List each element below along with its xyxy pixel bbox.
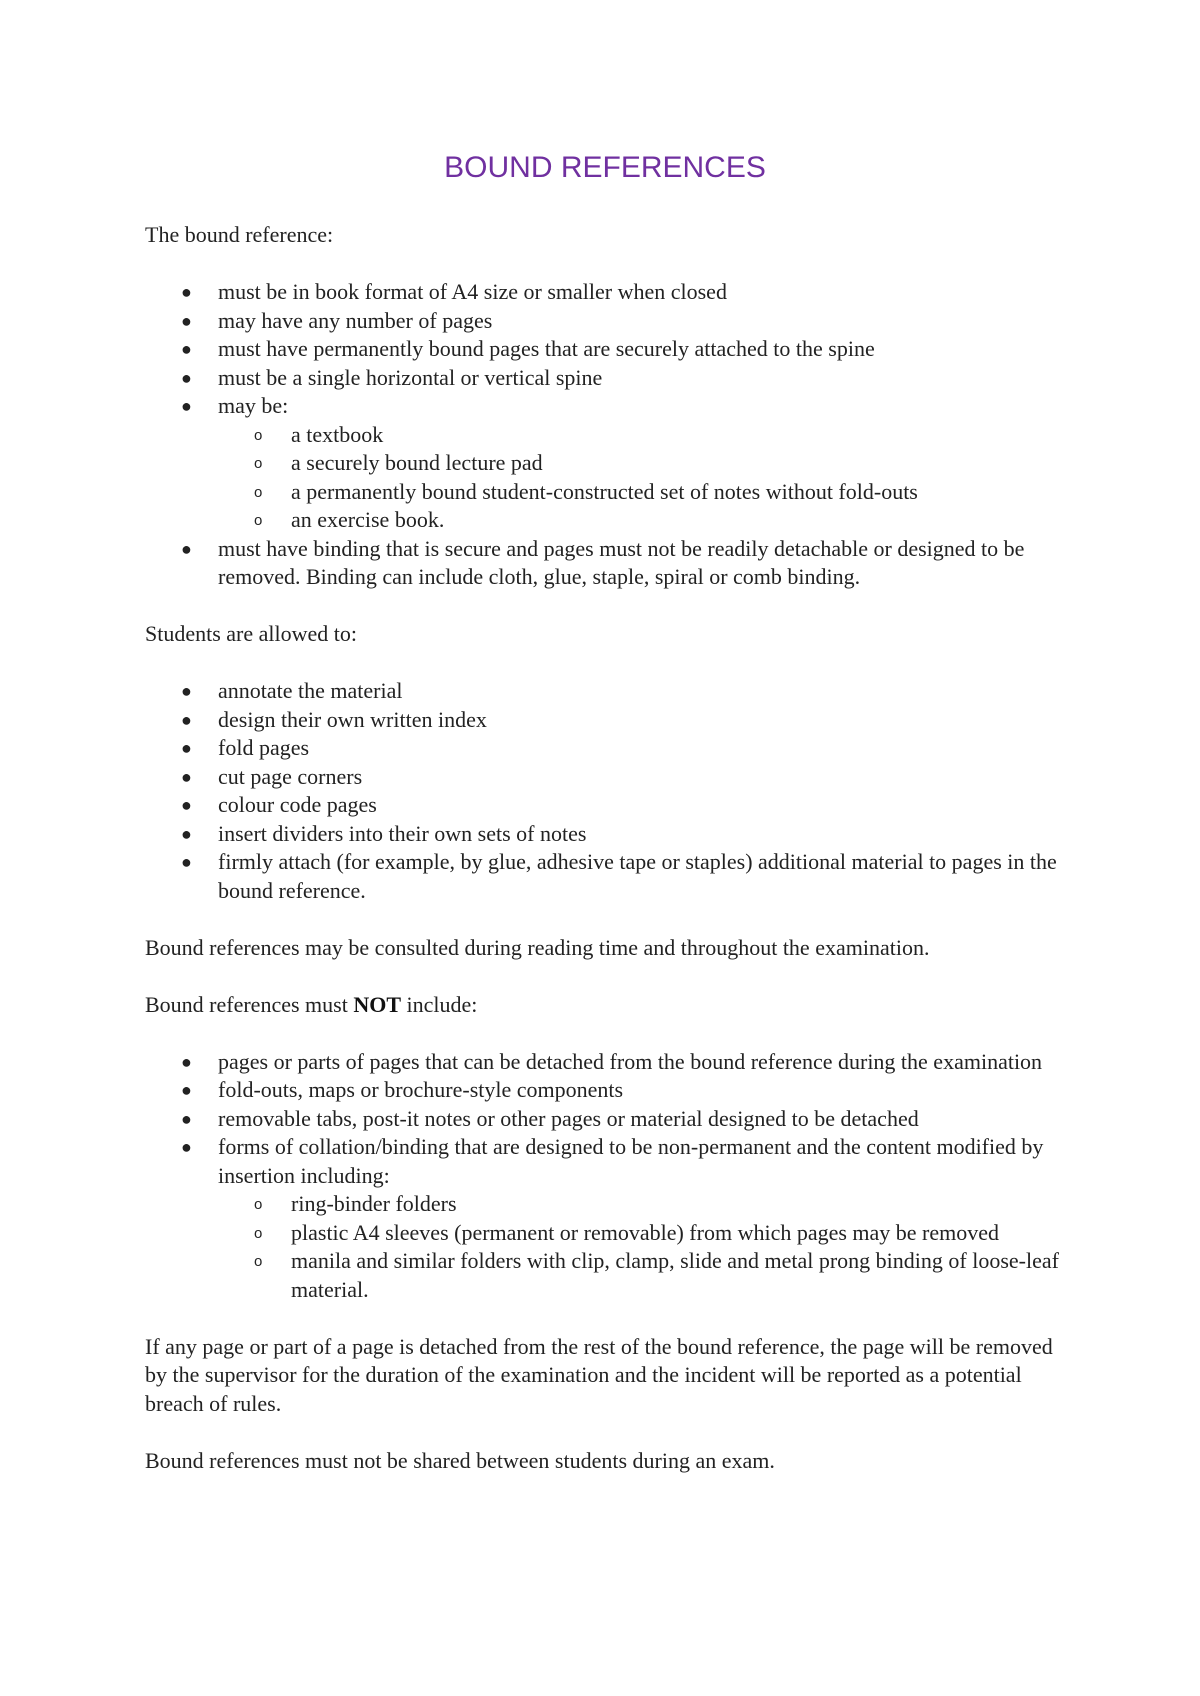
- section2-intro: Students are allowed to:: [145, 621, 358, 646]
- bullet-icon: ●: [181, 823, 192, 844]
- page-title: BOUND REFERENCES: [444, 151, 766, 184]
- bullet-icon: ●: [181, 1080, 192, 1100]
- bullet-icon: ●: [181, 538, 192, 559]
- sub-list-item: o ring-binder folders: [218, 1190, 1065, 1219]
- section1-intro: The bound reference:: [145, 222, 334, 247]
- list-item: ● fold pages: [145, 734, 1065, 763]
- bullet-icon: ●: [181, 795, 192, 815]
- hollow-bullet-icon: o: [254, 1253, 263, 1270]
- section2-list: [145, 677, 1065, 905]
- bullet-icon: ●: [181, 709, 192, 730]
- section3-list: [145, 1048, 1065, 1305]
- list-item: ● must be in book format of A4 size or smaller when closed: [145, 278, 1065, 307]
- list-item: ● forms of collation/binding that are designed to be non-permanent and the content modified by insertion including: o ring-binder folders o plastic A4 sleeves (permanent or removable) from which pages may be removed o manila and similar folders with clip, clamp, slide and metal prong binding of loose-leaf material.: [145, 1133, 1065, 1304]
- sub-list: [218, 1190, 1065, 1304]
- bullet-icon: ●: [181, 282, 192, 302]
- sub-list: [218, 421, 1065, 535]
- sub-list-item: o plastic A4 sleeves (permanent or removable) from which pages may be removed: [218, 1219, 1065, 1248]
- list-item: ● design their own written index: [145, 706, 1065, 735]
- detached-note: If any page or part of a page is detached from the rest of the bound reference, the page will be removed by the supervisor for the duration of the examination and the incident will be reported as a potential breach of rules.: [145, 1333, 1053, 1416]
- bullet-icon: ●: [181, 367, 192, 388]
- list-item: ● may have any number of pages: [145, 307, 1065, 336]
- bullet-icon: ●: [181, 339, 192, 359]
- list-item: ● insert dividers into their own sets of notes: [145, 820, 1065, 849]
- sub-list-item: o a textbook: [218, 421, 1065, 450]
- list-item: ● must have binding that is secure and pages must not be readily detachable or designed to be removed. Binding can include cloth, glue, staple, spiral or comb binding.: [181, 535, 1025, 589]
- list-item: ● must be a single horizontal or vertical spine: [145, 364, 1065, 393]
- list-item: ● annotate the material: [145, 677, 1065, 706]
- bullet-icon: ●: [181, 310, 192, 331]
- hollow-bullet-icon: o: [254, 1196, 263, 1213]
- list-item: ● pages or parts of pages that can be detached from the bound reference during the examination: [145, 1048, 1065, 1077]
- sub-list-item: o an exercise book.: [218, 506, 1065, 535]
- bullet-icon: ●: [181, 738, 192, 758]
- sub-list-item: o a securely bound lecture pad: [218, 449, 1065, 478]
- hollow-bullet-icon: o: [254, 512, 263, 529]
- section1-list: [145, 278, 1065, 592]
- bullet-icon: ●: [181, 852, 192, 872]
- bullet-icon: ●: [181, 396, 192, 416]
- list-item: ● fold-outs, maps or brochure-style components: [145, 1076, 1065, 1105]
- consult-note: Bound references may be consulted during reading time and throughout the examination.: [145, 934, 930, 960]
- bullet-icon: ●: [181, 766, 192, 787]
- document-body: [145, 221, 1065, 1504]
- list-item: ● removable tabs, post-it notes or other pages or material designed to be detached: [145, 1105, 1065, 1134]
- emphasis-not: NOT: [353, 991, 402, 1017]
- hollow-bullet-icon: o: [254, 455, 263, 472]
- sub-list-item: o a permanently bound student-constructed set of notes without fold-outs: [218, 478, 1065, 507]
- list-item: ● may be: o a textbook o a securely bound lecture pad o a permanently bound student-constructed set of notes without fold-outs o an exercise book.: [145, 392, 1065, 535]
- hollow-bullet-icon: o: [254, 426, 263, 444]
- section3-intro: Bound references must NOT include:: [145, 991, 478, 1017]
- list-item: ● cut page corners: [145, 763, 1065, 792]
- list-item: ● firmly attach (for example, by glue, adhesive tape or staples) additional material to pages in the bound reference.: [181, 849, 1057, 903]
- bullet-icon: ●: [181, 1051, 192, 1072]
- sub-list-item: o manila and similar folders with clip, clamp, slide and metal prong binding of loose-leaf material.: [254, 1248, 1059, 1302]
- hollow-bullet-icon: o: [254, 1224, 263, 1242]
- list-item: ● must have permanently bound pages that are securely attached to the spine: [145, 335, 1065, 364]
- bullet-icon: ●: [181, 681, 192, 701]
- hollow-bullet-icon: o: [254, 483, 263, 501]
- list-item: ● colour code pages: [145, 791, 1065, 820]
- sharing-note: Bound references must not be shared between students during an exam.: [145, 1447, 775, 1473]
- bullet-icon: ●: [181, 1108, 192, 1129]
- bullet-icon: ●: [181, 1137, 192, 1157]
